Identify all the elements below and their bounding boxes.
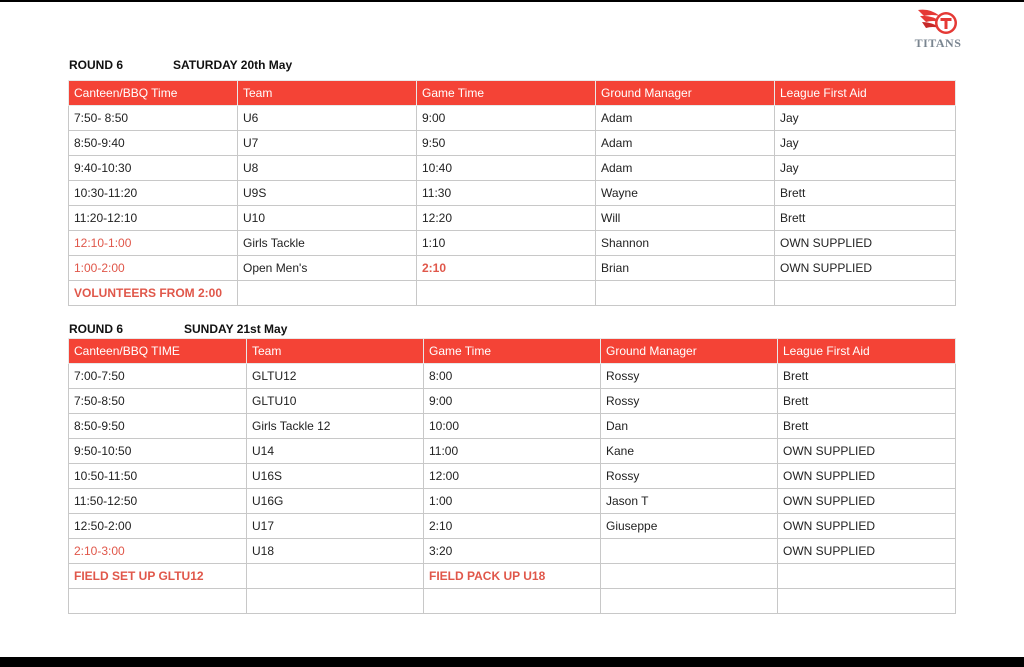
table-cell: 1:10 [417, 231, 596, 256]
table-cell: 10:40 [417, 156, 596, 181]
table-cell [778, 564, 956, 589]
table-cell: U7 [238, 131, 417, 156]
table-cell: Jason T [601, 489, 778, 514]
table-cell: Brett [778, 414, 956, 439]
table-cell: VOLUNTEERS FROM 2:00 [69, 281, 238, 306]
table-cell: 8:50-9:50 [69, 414, 247, 439]
table-cell: OWN SUPPLIED [778, 539, 956, 564]
column-header: League First Aid [775, 81, 956, 106]
table-row [69, 364, 956, 389]
table-cell: U16G [247, 489, 424, 514]
table-cell: GLTU10 [247, 389, 424, 414]
table-cell: 11:00 [424, 439, 601, 464]
table-cell: Rossy [601, 464, 778, 489]
table-cell: 12:20 [417, 206, 596, 231]
table-cell: Rossy [601, 364, 778, 389]
table-cell: 12:00 [424, 464, 601, 489]
table-cell: 9:00 [417, 106, 596, 131]
table-row [69, 464, 956, 489]
table-cell: Wayne [596, 181, 775, 206]
table-cell [238, 281, 417, 306]
table-cell: GLTU12 [247, 364, 424, 389]
table-cell: 3:20 [424, 539, 601, 564]
table-cell: OWN SUPPLIED [778, 489, 956, 514]
bottom-border [0, 657, 1024, 667]
table-cell: 9:50-10:50 [69, 439, 247, 464]
column-header: League First Aid [778, 339, 956, 364]
sunday-day-label: SUNDAY 21st May [184, 322, 288, 336]
table-row [69, 414, 956, 439]
table-cell: Dan [601, 414, 778, 439]
saturday-schedule-table [68, 80, 956, 306]
column-header: Canteen/BBQ Time [69, 81, 238, 106]
column-header: Canteen/BBQ TIME [69, 339, 247, 364]
column-header: Team [247, 339, 424, 364]
table-cell: Brett [778, 364, 956, 389]
table-cell [778, 589, 956, 614]
table-cell: 10:50-11:50 [69, 464, 247, 489]
table-cell: Will [596, 206, 775, 231]
table-cell: OWN SUPPLIED [778, 464, 956, 489]
table-cell: 10:00 [424, 414, 601, 439]
table-row [69, 181, 956, 206]
table-cell [69, 589, 247, 614]
table-cell: 1:00-2:00 [69, 256, 238, 281]
table-cell [601, 589, 778, 614]
table-cell: U10 [238, 206, 417, 231]
table-cell: FIELD PACK UP U18 [424, 564, 601, 589]
sunday-round-label: ROUND 6 [69, 322, 124, 336]
table-cell: Brett [778, 389, 956, 414]
table-cell: U16S [247, 464, 424, 489]
column-header: Ground Manager [596, 81, 775, 106]
table-row [69, 206, 956, 231]
table-row [69, 156, 956, 181]
table-cell: Girls Tackle 12 [247, 414, 424, 439]
table-cell: 2:10 [424, 514, 601, 539]
saturday-heading [69, 58, 369, 74]
table-cell [417, 281, 596, 306]
column-header: Game Time [417, 81, 596, 106]
table-row [69, 564, 956, 589]
table-cell: OWN SUPPLIED [778, 439, 956, 464]
logo-text: TITANS [914, 36, 962, 50]
table-cell: U8 [238, 156, 417, 181]
column-header: Ground Manager [601, 339, 778, 364]
table-cell: 11:50-12:50 [69, 489, 247, 514]
table-cell [247, 589, 424, 614]
table-row [69, 489, 956, 514]
table-cell [775, 281, 956, 306]
saturday-header-row [69, 81, 956, 106]
table-cell: 10:30-11:20 [69, 181, 238, 206]
table-cell: 12:50-2:00 [69, 514, 247, 539]
table-cell: Giuseppe [601, 514, 778, 539]
table-cell: Brett [775, 206, 956, 231]
table-cell: Jay [775, 131, 956, 156]
table-cell: U17 [247, 514, 424, 539]
table-cell: Adam [596, 156, 775, 181]
table-cell: OWN SUPPLIED [775, 256, 956, 281]
table-row [69, 131, 956, 156]
saturday-round-label: ROUND 6 [69, 58, 124, 72]
table-row [69, 231, 956, 256]
top-border [0, 0, 1024, 2]
table-cell [601, 539, 778, 564]
table-row [69, 106, 956, 131]
column-header: Game Time [424, 339, 601, 364]
table-row [69, 281, 956, 306]
table-row [69, 514, 956, 539]
table-cell: 1:00 [424, 489, 601, 514]
table-row [69, 589, 956, 614]
table-cell: 8:50-9:40 [69, 131, 238, 156]
table-cell: Jay [775, 156, 956, 181]
titans-t-logo-icon [910, 6, 966, 38]
table-cell: 2:10 [417, 256, 596, 281]
table-cell: Kane [601, 439, 778, 464]
table-cell: Girls Tackle [238, 231, 417, 256]
table-cell: Brian [596, 256, 775, 281]
saturday-day-label: SATURDAY 20th May [173, 58, 293, 72]
table-cell: U6 [238, 106, 417, 131]
table-row [69, 539, 956, 564]
table-cell [601, 564, 778, 589]
table-cell: 2:10-3:00 [69, 539, 247, 564]
table-cell [247, 564, 424, 589]
table-cell: Adam [596, 106, 775, 131]
table-cell [424, 589, 601, 614]
table-cell: 9:50 [417, 131, 596, 156]
table-cell: Rossy [601, 389, 778, 414]
column-header: Team [238, 81, 417, 106]
table-cell: 7:50-8:50 [69, 389, 247, 414]
table-cell: 11:30 [417, 181, 596, 206]
table-cell: 11:20-12:10 [69, 206, 238, 231]
table-row [69, 256, 956, 281]
table-cell: 9:00 [424, 389, 601, 414]
table-cell: Brett [775, 181, 956, 206]
sunday-heading [69, 322, 369, 338]
table-cell: Open Men's [238, 256, 417, 281]
titans-logo [910, 6, 966, 54]
table-cell: 12:10-1:00 [69, 231, 238, 256]
table-row [69, 389, 956, 414]
table-cell: Adam [596, 131, 775, 156]
table-cell: U14 [247, 439, 424, 464]
sunday-schedule-table [68, 338, 956, 614]
table-cell: OWN SUPPLIED [775, 231, 956, 256]
table-cell: U18 [247, 539, 424, 564]
sunday-header-row [69, 339, 956, 364]
table-cell: Jay [775, 106, 956, 131]
table-cell: Shannon [596, 231, 775, 256]
table-cell: OWN SUPPLIED [778, 514, 956, 539]
table-cell: FIELD SET UP GLTU12 [69, 564, 247, 589]
table-cell: 7:00-7:50 [69, 364, 247, 389]
table-cell [596, 281, 775, 306]
table-cell: 7:50- 8:50 [69, 106, 238, 131]
table-cell: 9:40-10:30 [69, 156, 238, 181]
table-cell: 8:00 [424, 364, 601, 389]
table-row [69, 439, 956, 464]
table-cell: U9S [238, 181, 417, 206]
